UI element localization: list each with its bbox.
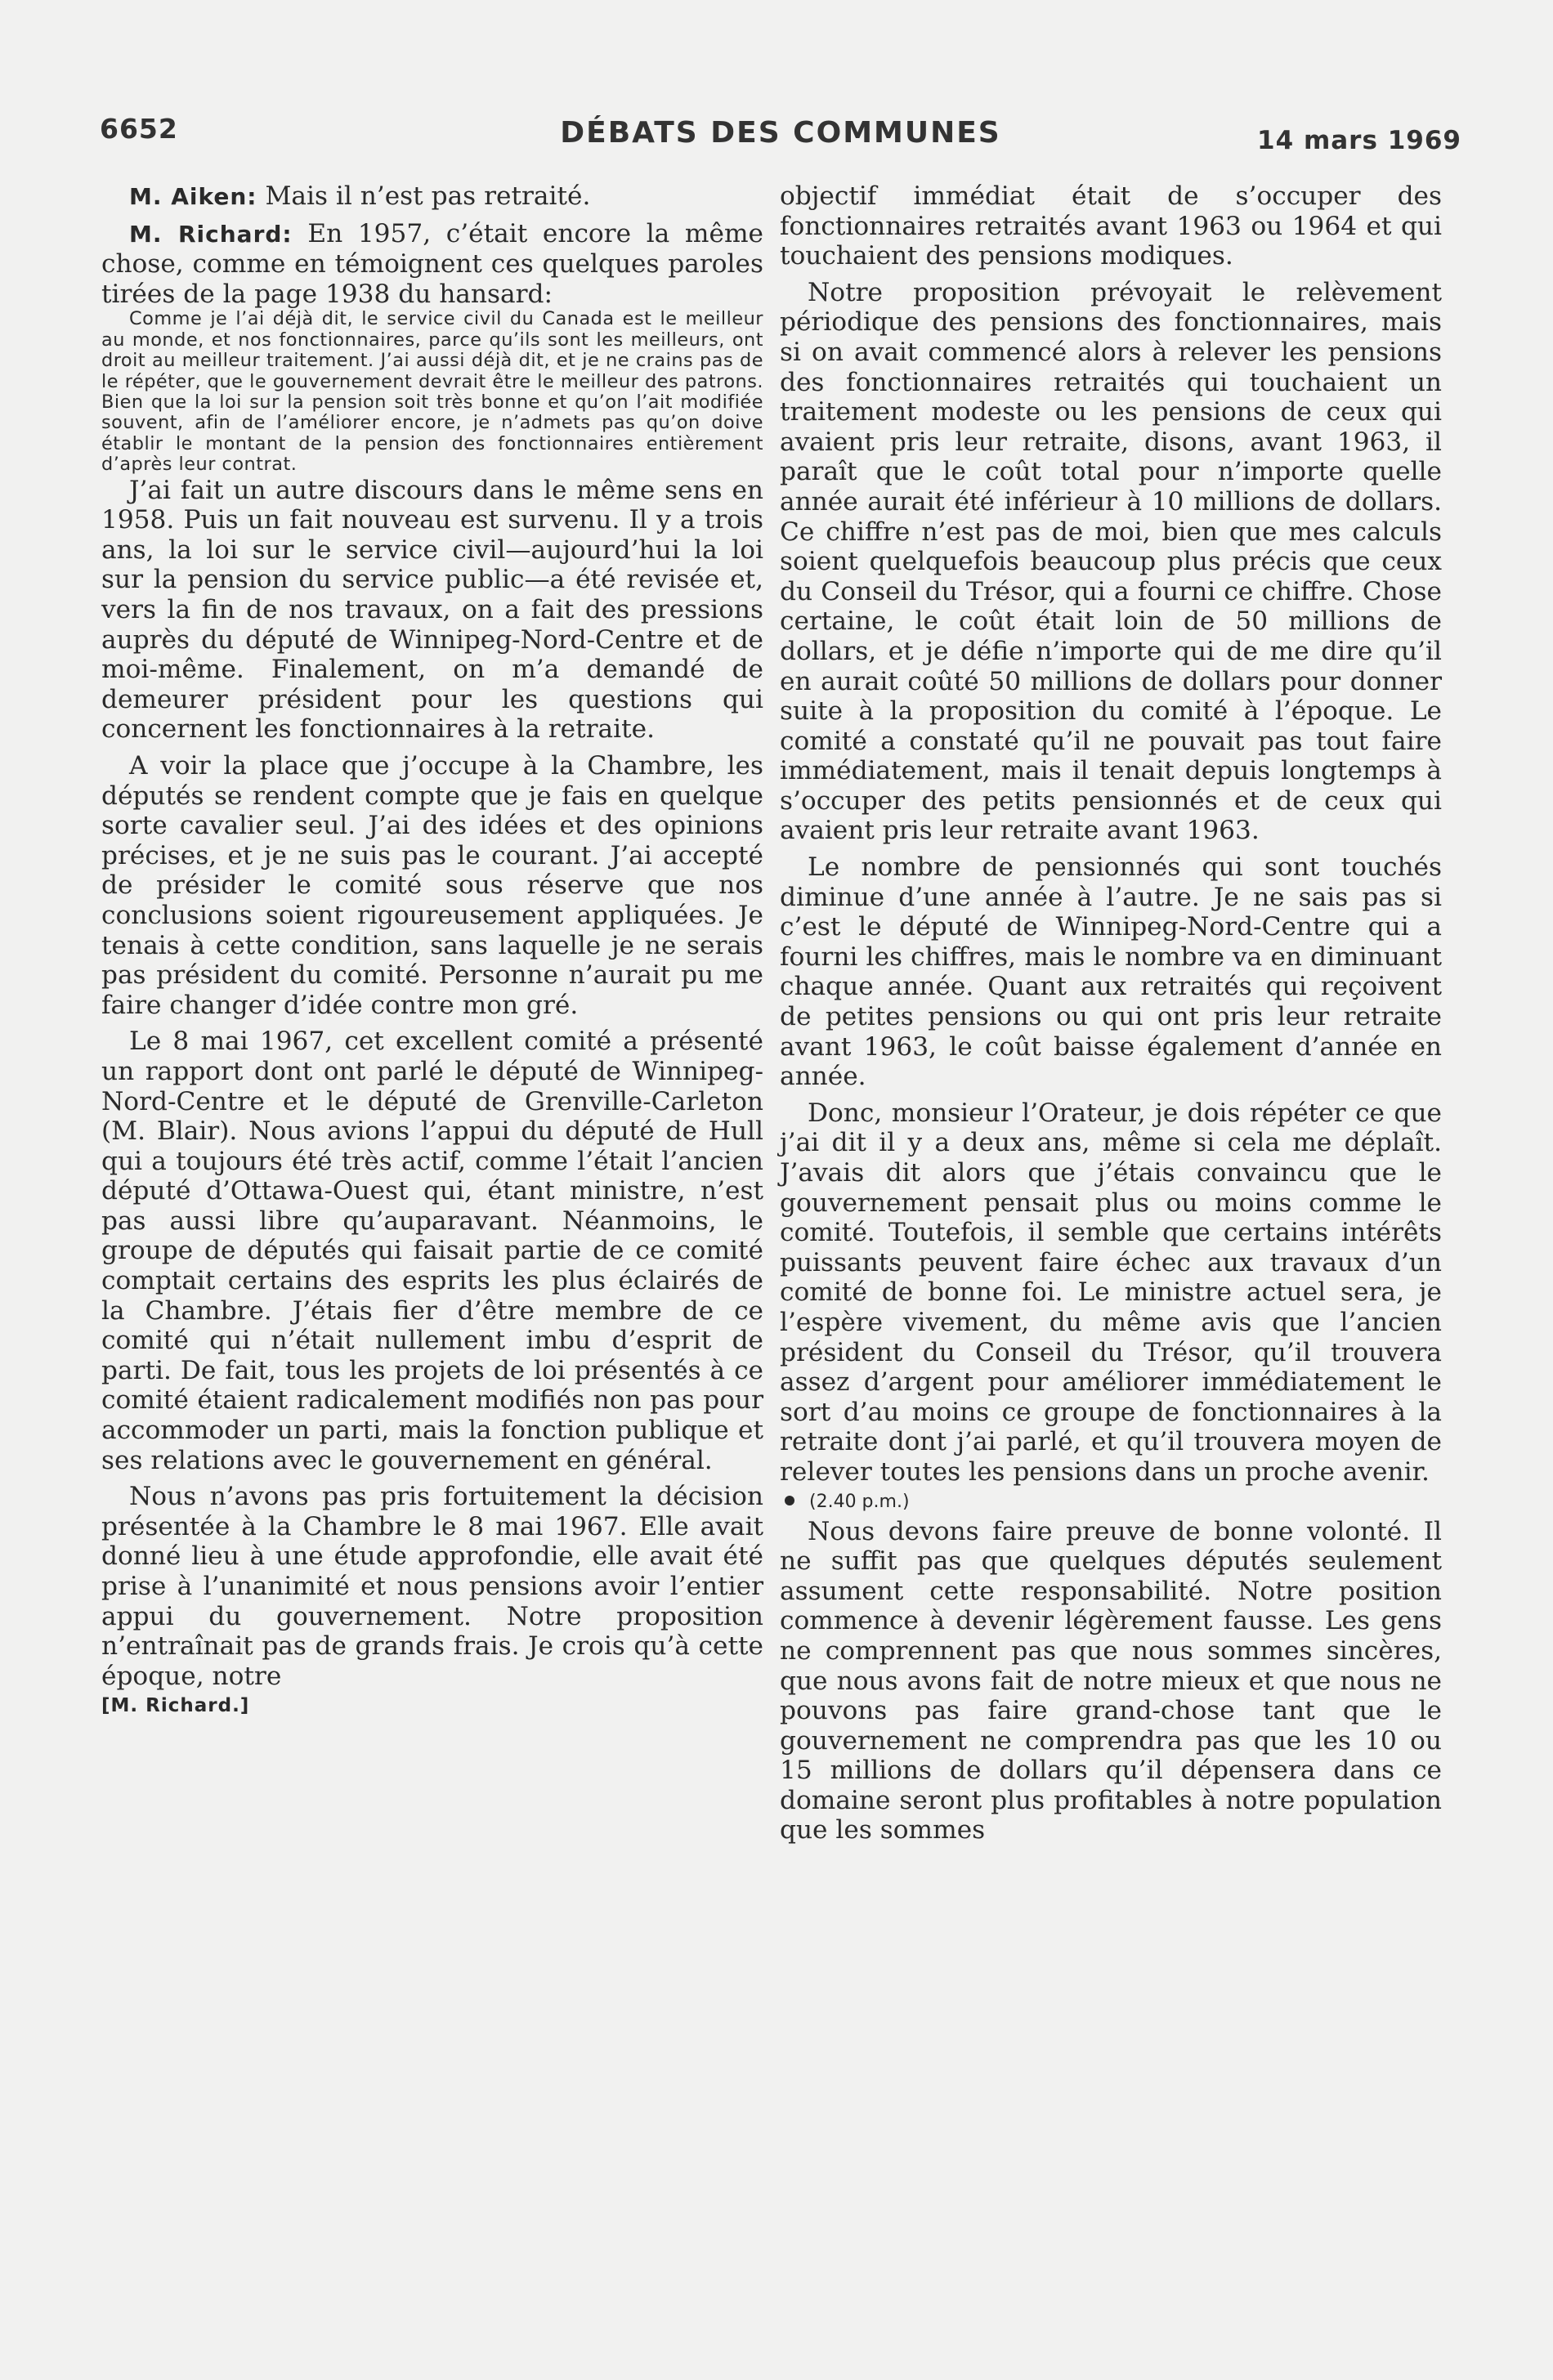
aiken-text: Mais il n’est pas retraité.: [265, 181, 591, 211]
journal-title: DÉBATS DES COMMUNES: [560, 116, 1001, 150]
speaker-aiken: M. Aiken:: [129, 183, 257, 210]
page-number: 6652: [100, 113, 178, 145]
right-paragraph-1: objectif immédiat était de s’occuper des fonctionnaires retraités avant 1963 ou 1964 et qui touchaient des pensions modiques.: [780, 181, 1442, 271]
left-paragraph-2: A voir la place que j’occupe à la Chambre, les députés se rendent compte que je fais en quelque sorte cavalier seul. J’ai des idées et des opinions précises, et je ne suis pas le courant. J’ai accepté de présider le comité sous réserve que nos conclusions soient rigoureusement appliquées. Je tenais à cette condition, sans laquelle je ne serais pas président du comité. Personne n’aurait pu me faire changer d’idée contre mon gré.: [101, 750, 763, 1020]
richard-intro: [101, 219, 763, 310]
time-marker-text: (2.40 p.m.): [809, 1491, 910, 1512]
right-column: [780, 181, 1442, 1845]
speaker-richard: M. Richard:: [129, 220, 293, 248]
bullet-icon: [785, 1496, 794, 1505]
page-header: [100, 113, 1461, 154]
left-paragraph-4: Nous n’avons pas pris fortuitement la décision présentée à la Chambre le 8 mai 1967. Elle avait donné lieu à une étude approfondie, elle avait été prise à l’unanimité et nous pensions avoir l’entier appui du gouvernement. Notre proposition n’entraînait pas de grands frais. Je crois qu’à cette époque, notre: [101, 1482, 763, 1691]
time-marker: [780, 1488, 1442, 1517]
right-paragraph-2: Notre proposition prévoyait le relèvement périodique des pensions des fonctionnaires, mais si on avait commencé alors à relever les pensions des fonctionnaires retraités qui touchaient un traitement modeste ou les pensions de ceux qui avaient pris leur retraite, disons, avant 1963, il paraît que le coût total pour n’importe quelle année aurait été inférieur à 10 millions de dollars. Ce chiffre n’est pas de moi, bien que mes calculs soient quelquefois beaucoup plus précis que ceux du Conseil du Trésor, qui a fourni ce chiffre. Chose certaine, le coût était loin de 50 millions de dollars, et je défie n’importe qui de me dire qu’il en aurait coûté 50 millions de dollars pour donner suite à la proposition du comité à l’époque. Le comité a constaté qu’il ne pouvait pas tout faire immédiatement, mais il tenait depuis longtemps à s’occuper des petits pensionnés et de ceux qui avaient pris leur retraite avant 1963.: [780, 277, 1442, 846]
left-paragraph-1: J’ai fait un autre discours dans le même sens en 1958. Puis un fait nouveau est survenu. Il y a trois ans, la loi sur le service civil—aujourd’hui la loi sur la pension du service public—a été revisée et, vers la fin de nos travaux, on a fait des pressions auprès du député de Winnipeg-Nord-Centre et de moi-même. Finalement, on m’a demandé de demeurer président pour les questions qui concernent les fonctionnaires à la retraite.: [101, 475, 763, 745]
hansard-quote: Comme je l’ai déjà dit, le service civil du Canada est le meilleur au monde, et nos fonctionnaires, parce qu’ils sont les meilleurs, ont droit au meilleur traitement. J’ai aussi déjà dit, et je ne crains pas de le répéter, que le gouvernement devrait être le meilleur des patrons. Bien que la loi sur la pension soit très bonne et qu’on l’ait modifiée souvent, afin de l’améliorer encore, je n’admets pas qu’on doive établir le montant de la pension des fonctionnaires entièrement d’après leur contrat.: [101, 308, 763, 476]
left-column: [101, 181, 763, 1721]
right-paragraph-4: Donc, monsieur l’Orateur, je dois répéter ce que j’ai dit il y a deux ans, même si cela me déplaît. J’avais dit alors que j’étais convaincu que le gouvernement pensait plus ou moins comme le comité. Toutefois, il semble que certains intérêts puissants peuvent faire échec aux travaux d’un comité de bonne foi. Le ministre actuel sera, je l’espère vivement, du même avis que l’ancien président du Conseil du Trésor, qu’il trouvera assez d’argent pour améliorer immédiatement le sort d’au moins ce groupe de fonctionnaires à la retraite dont j’ai parlé, et qu’il trouvera moyen de relever toutes les pensions dans un proche avenir.: [780, 1098, 1442, 1487]
footer-speaker: [M. Richard.]: [101, 1695, 250, 1717]
right-paragraph-5: Nous devons faire preuve de bonne volonté. Il ne suffit pas que quelques députés seulement assument cette responsabilité. Notre position commence à devenir légèrement fausse. Les gens ne comprennent pas que nous sommes sincères, que nous avons fait de notre mieux et que nous ne pouvons pas faire grand-chose tant que le gouvernement ne comprendra pas que les 10 ou 15 millions de dollars qu’il dépensera dans ce domaine seront plus profitables à notre population que les sommes: [780, 1516, 1442, 1845]
page-date: 14 mars 1969: [1257, 126, 1461, 155]
aiken-interjection: [101, 181, 763, 212]
richard-intro-text: En 1957, c’était encore la même chose, comme en témoignent ces quelques paroles tirées de la page 1938 du hansard:: [101, 218, 763, 309]
left-paragraph-3: Le 8 mai 1967, cet excellent comité a présenté un rapport dont ont parlé le député de Winnipeg-Nord-Centre et le député de Grenville-Carleton (M. Blair). Nous avions l’appui du député de Hull qui a toujours été très actif, comme l’était l’ancien député d’Ottawa-Ouest qui, étant ministre, n’est pas aussi libre qu’auparavant. Néanmoins, le groupe de députés qui faisait partie de ce comité comptait certains des esprits les plus éclairés de la Chambre. J’étais fier d’être membre de ce comité qui n’était nullement imbu d’esprit de parti. De fait, tous les projets de loi présentés à ce comité étaient radicalement modifiés non pas pour accommoder un parti, mais la fonction publique et ses relations avec le gouvernement en général.: [101, 1027, 763, 1475]
right-paragraph-3: Le nombre de pensionnés qui sont touchés diminue d’une année à l’autre. Je ne sais pas si c’est le député de Winnipeg-Nord-Centre qui a fourni les chiffres, mais le nombre va en diminuant chaque année. Quant aux retraités qui reçoivent de petites pensions ou qui ont pris leur retraite avant 1963, le coût baisse également d’année en année.: [780, 852, 1442, 1092]
